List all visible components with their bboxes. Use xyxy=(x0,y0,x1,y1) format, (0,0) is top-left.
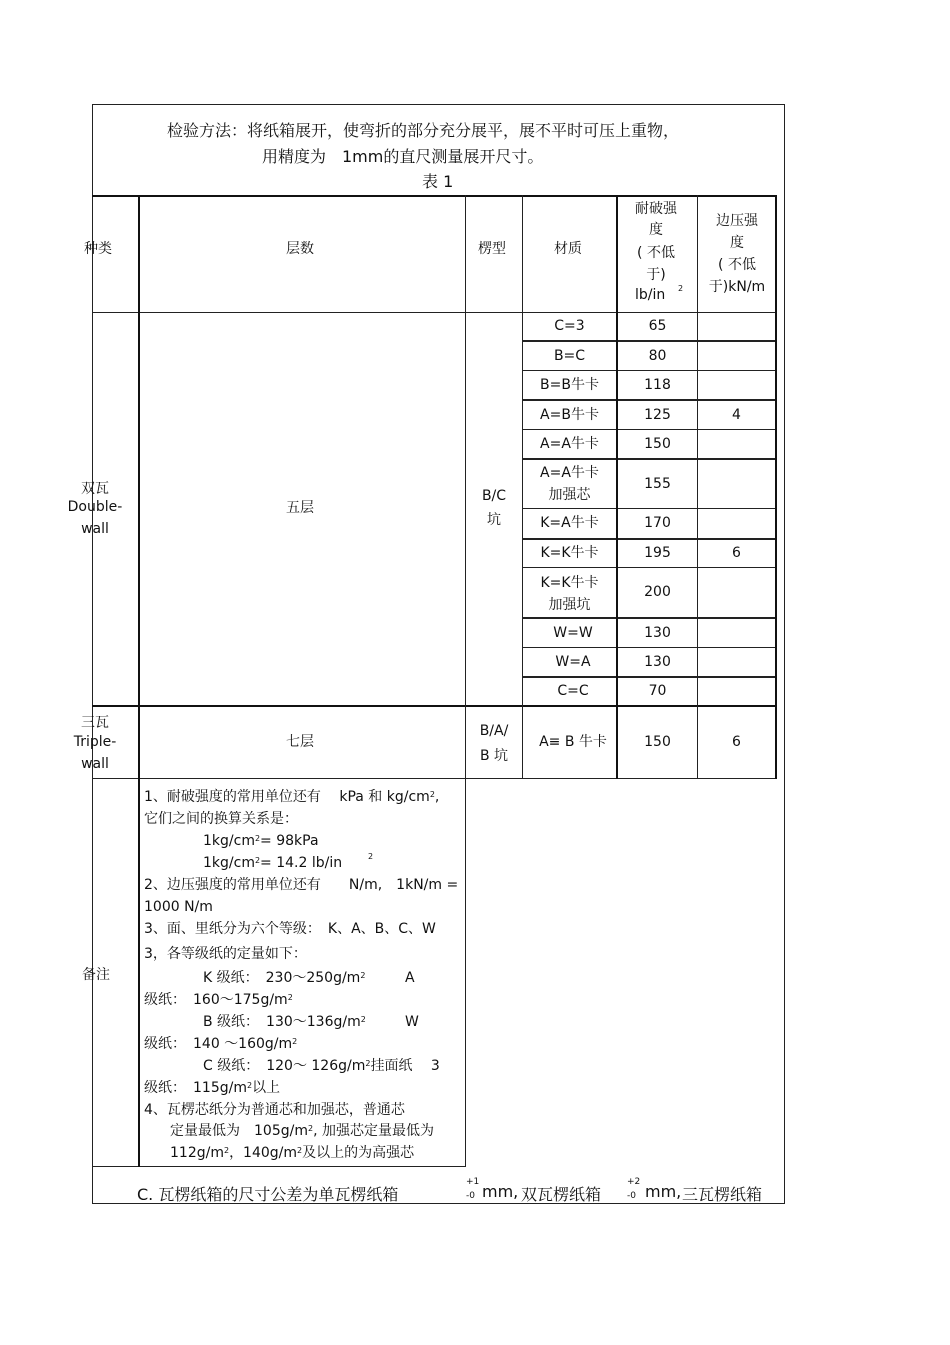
double-type-l3: wall xyxy=(81,521,109,537)
table-top-line xyxy=(92,195,776,197)
intro-line-1: 检验方法：将纸箱展开，使弯折的部分充分展平，展不平时可压上重物， xyxy=(167,121,680,140)
note-2b: 1000 N/m xyxy=(144,899,213,915)
grade-w-prefix: W xyxy=(405,1014,419,1030)
edge-cell xyxy=(698,430,775,458)
tolerance-2-lower: -0 xyxy=(627,1191,636,1201)
note-1a: 1、耐破强度的常用单位还有 kPa 和 $kg/cm^2$, xyxy=(144,789,440,805)
header-edge-l4: 于)kN/m xyxy=(708,279,766,295)
material-cell: B=C xyxy=(553,347,586,364)
note-5b: 定量最低为 $105g/m^2$, 加强芯定量最低为 xyxy=(170,1123,434,1139)
note-1d: $1kg/cm^2= 14.2$ lb/in xyxy=(203,855,343,871)
header-material: 材质 xyxy=(554,241,582,257)
header-burst-l2: 度 xyxy=(649,222,663,238)
edge-cell xyxy=(698,313,775,340)
frame-left xyxy=(92,104,93,1204)
burst-cell: 155 xyxy=(644,475,671,492)
note-4: 3，各等级纸的定量如下： xyxy=(144,946,307,962)
edge-cell xyxy=(698,371,775,399)
footer-mm-1: mm, xyxy=(482,1182,519,1201)
header-burst-sup: 2 xyxy=(678,284,684,293)
material-cell: K=K牛卡 xyxy=(540,575,599,591)
material-cell: K=A牛卡 xyxy=(540,515,599,531)
burst-cell: 200 xyxy=(644,584,671,600)
triple-type-l3: wall xyxy=(81,756,109,772)
double-flute-l2: 坑 xyxy=(487,512,501,528)
edge-cell xyxy=(698,619,775,647)
header-type: 种类 xyxy=(84,241,112,257)
edge-cell: 6 xyxy=(732,734,741,750)
header-edge-l3: ( 不低 xyxy=(718,257,756,273)
col-line-type xyxy=(138,195,140,1167)
col-line-edge xyxy=(775,195,777,779)
grade-w: 级纸： 140 $\sim 160g/m^2$ xyxy=(144,1036,298,1052)
material-cell: W=A xyxy=(555,653,591,670)
edge-cell xyxy=(698,342,775,370)
edge-cell xyxy=(698,568,775,617)
header-flute: 楞型 xyxy=(478,241,506,257)
material-cell: A=A牛卡 xyxy=(540,465,599,481)
grade-k: K 级纸： $230\sim 250g/m^2$ xyxy=(203,970,366,986)
material-cell-line2: 加强坑 xyxy=(548,597,591,613)
burst-cell: 195 xyxy=(644,545,671,561)
burst-cell: 130 xyxy=(644,624,671,641)
triple-bottom-line xyxy=(92,778,776,779)
note-1d-sup: 2 xyxy=(368,852,374,861)
edge-cell xyxy=(698,460,775,508)
col-line-layers xyxy=(465,195,466,1167)
burst-cell: 150 xyxy=(644,734,671,750)
double-type-l1: 双瓦 xyxy=(81,481,109,497)
material-cell: K=K牛卡 xyxy=(540,545,599,561)
burst-cell: 70 xyxy=(648,683,667,699)
tolerance-1-upper: +1 xyxy=(466,1177,480,1187)
material-cell: A≡ B 牛卡 xyxy=(539,734,607,750)
grade-a-prefix: A xyxy=(405,970,415,986)
note-3: 3、面、里纸分为六个等级： K、A、B、C、W xyxy=(144,921,436,937)
tolerance-2-upper: +2 xyxy=(627,1177,641,1187)
note-5c: $112g/m^2$，$140g/m^2$及以上的为高强芯 xyxy=(170,1145,415,1161)
footer-text-1: C. 瓦楞纸箱的尺寸公差为单瓦楞纸箱 xyxy=(137,1185,399,1204)
header-burst-l1: 耐破强 xyxy=(635,201,677,217)
triple-flute-l2: B 坑 xyxy=(479,748,509,764)
triple-type-l1: 三瓦 xyxy=(81,715,109,731)
note-1b: 它们之间的换算关系是： xyxy=(144,811,298,827)
edge-cell: 4 xyxy=(732,406,741,423)
burst-cell: 125 xyxy=(644,406,671,423)
tolerance-1-lower: -0 xyxy=(466,1191,475,1201)
header-burst-l5: lb/in xyxy=(635,287,666,303)
header-burst-l4: 于) xyxy=(646,267,666,283)
header-burst-l3: ( 不低 xyxy=(637,245,675,261)
burst-cell: 65 xyxy=(648,318,667,334)
material-cell: C=C xyxy=(557,683,589,699)
burst-cell: 130 xyxy=(644,653,671,670)
header-edge-l1: 边压强 xyxy=(716,213,758,229)
material-cell: B=B牛卡 xyxy=(540,376,599,393)
intro-line-2: 用精度为 1mm的直尺测量展开尺寸。 xyxy=(262,147,544,166)
triple-layers: 七层 xyxy=(286,734,314,750)
notes-bottom-line xyxy=(92,1166,466,1167)
triple-type-l2: Triple- xyxy=(73,734,117,750)
notes-label: 备注 xyxy=(82,967,110,983)
edge-cell xyxy=(698,509,775,538)
burst-cell: 80 xyxy=(648,347,667,364)
material-cell-line2: 加强芯 xyxy=(548,487,591,503)
grade-b: B 级纸： $130\sim 136g/m^2$ xyxy=(203,1014,366,1030)
footer-text-2: 双瓦楞纸箱 xyxy=(521,1185,602,1204)
frame-right xyxy=(784,104,785,1204)
burst-cell: 170 xyxy=(644,515,671,531)
double-flute-l1: B/C xyxy=(481,488,507,504)
footer-text-3: 三瓦楞纸箱 xyxy=(682,1185,763,1204)
note-2a: 2、边压强度的常用单位还有 N/m, 1kN/m = xyxy=(144,877,459,893)
double-type-l2: Double- xyxy=(67,499,123,515)
material-cell: A=B牛卡 xyxy=(540,406,599,423)
footer-mm-2: mm, xyxy=(645,1182,682,1201)
material-cell: W=W xyxy=(553,624,593,641)
grade-a: 级纸： $160\sim 175g/m^2$ xyxy=(144,992,293,1008)
header-layers: 层数 xyxy=(286,241,314,257)
triple-flute-l1: B/A/ xyxy=(479,723,509,739)
table-title: 表 1 xyxy=(422,172,454,191)
edge-cell: 6 xyxy=(732,545,741,561)
edge-cell xyxy=(698,678,775,705)
material-cell: C=3 xyxy=(554,318,585,334)
grade-3: 级纸： $115g/m^2$以上 xyxy=(144,1080,281,1096)
double-layers: 五层 xyxy=(286,500,314,516)
header-edge-l2: 度 xyxy=(730,235,744,251)
note-1c: $1kg/cm^2= 98kPa$ xyxy=(203,833,319,849)
burst-cell: 150 xyxy=(644,435,671,452)
frame-top xyxy=(92,104,785,105)
edge-cell xyxy=(698,648,775,676)
note-5a: 4、瓦楞芯纸分为普通芯和加强芯，普通芯 xyxy=(144,1102,405,1118)
grade-c: C 级纸： 120～ $126g/m^2$挂面纸 3 xyxy=(203,1058,440,1074)
material-cell: A=A牛卡 xyxy=(540,435,599,452)
burst-cell: 118 xyxy=(644,376,671,393)
